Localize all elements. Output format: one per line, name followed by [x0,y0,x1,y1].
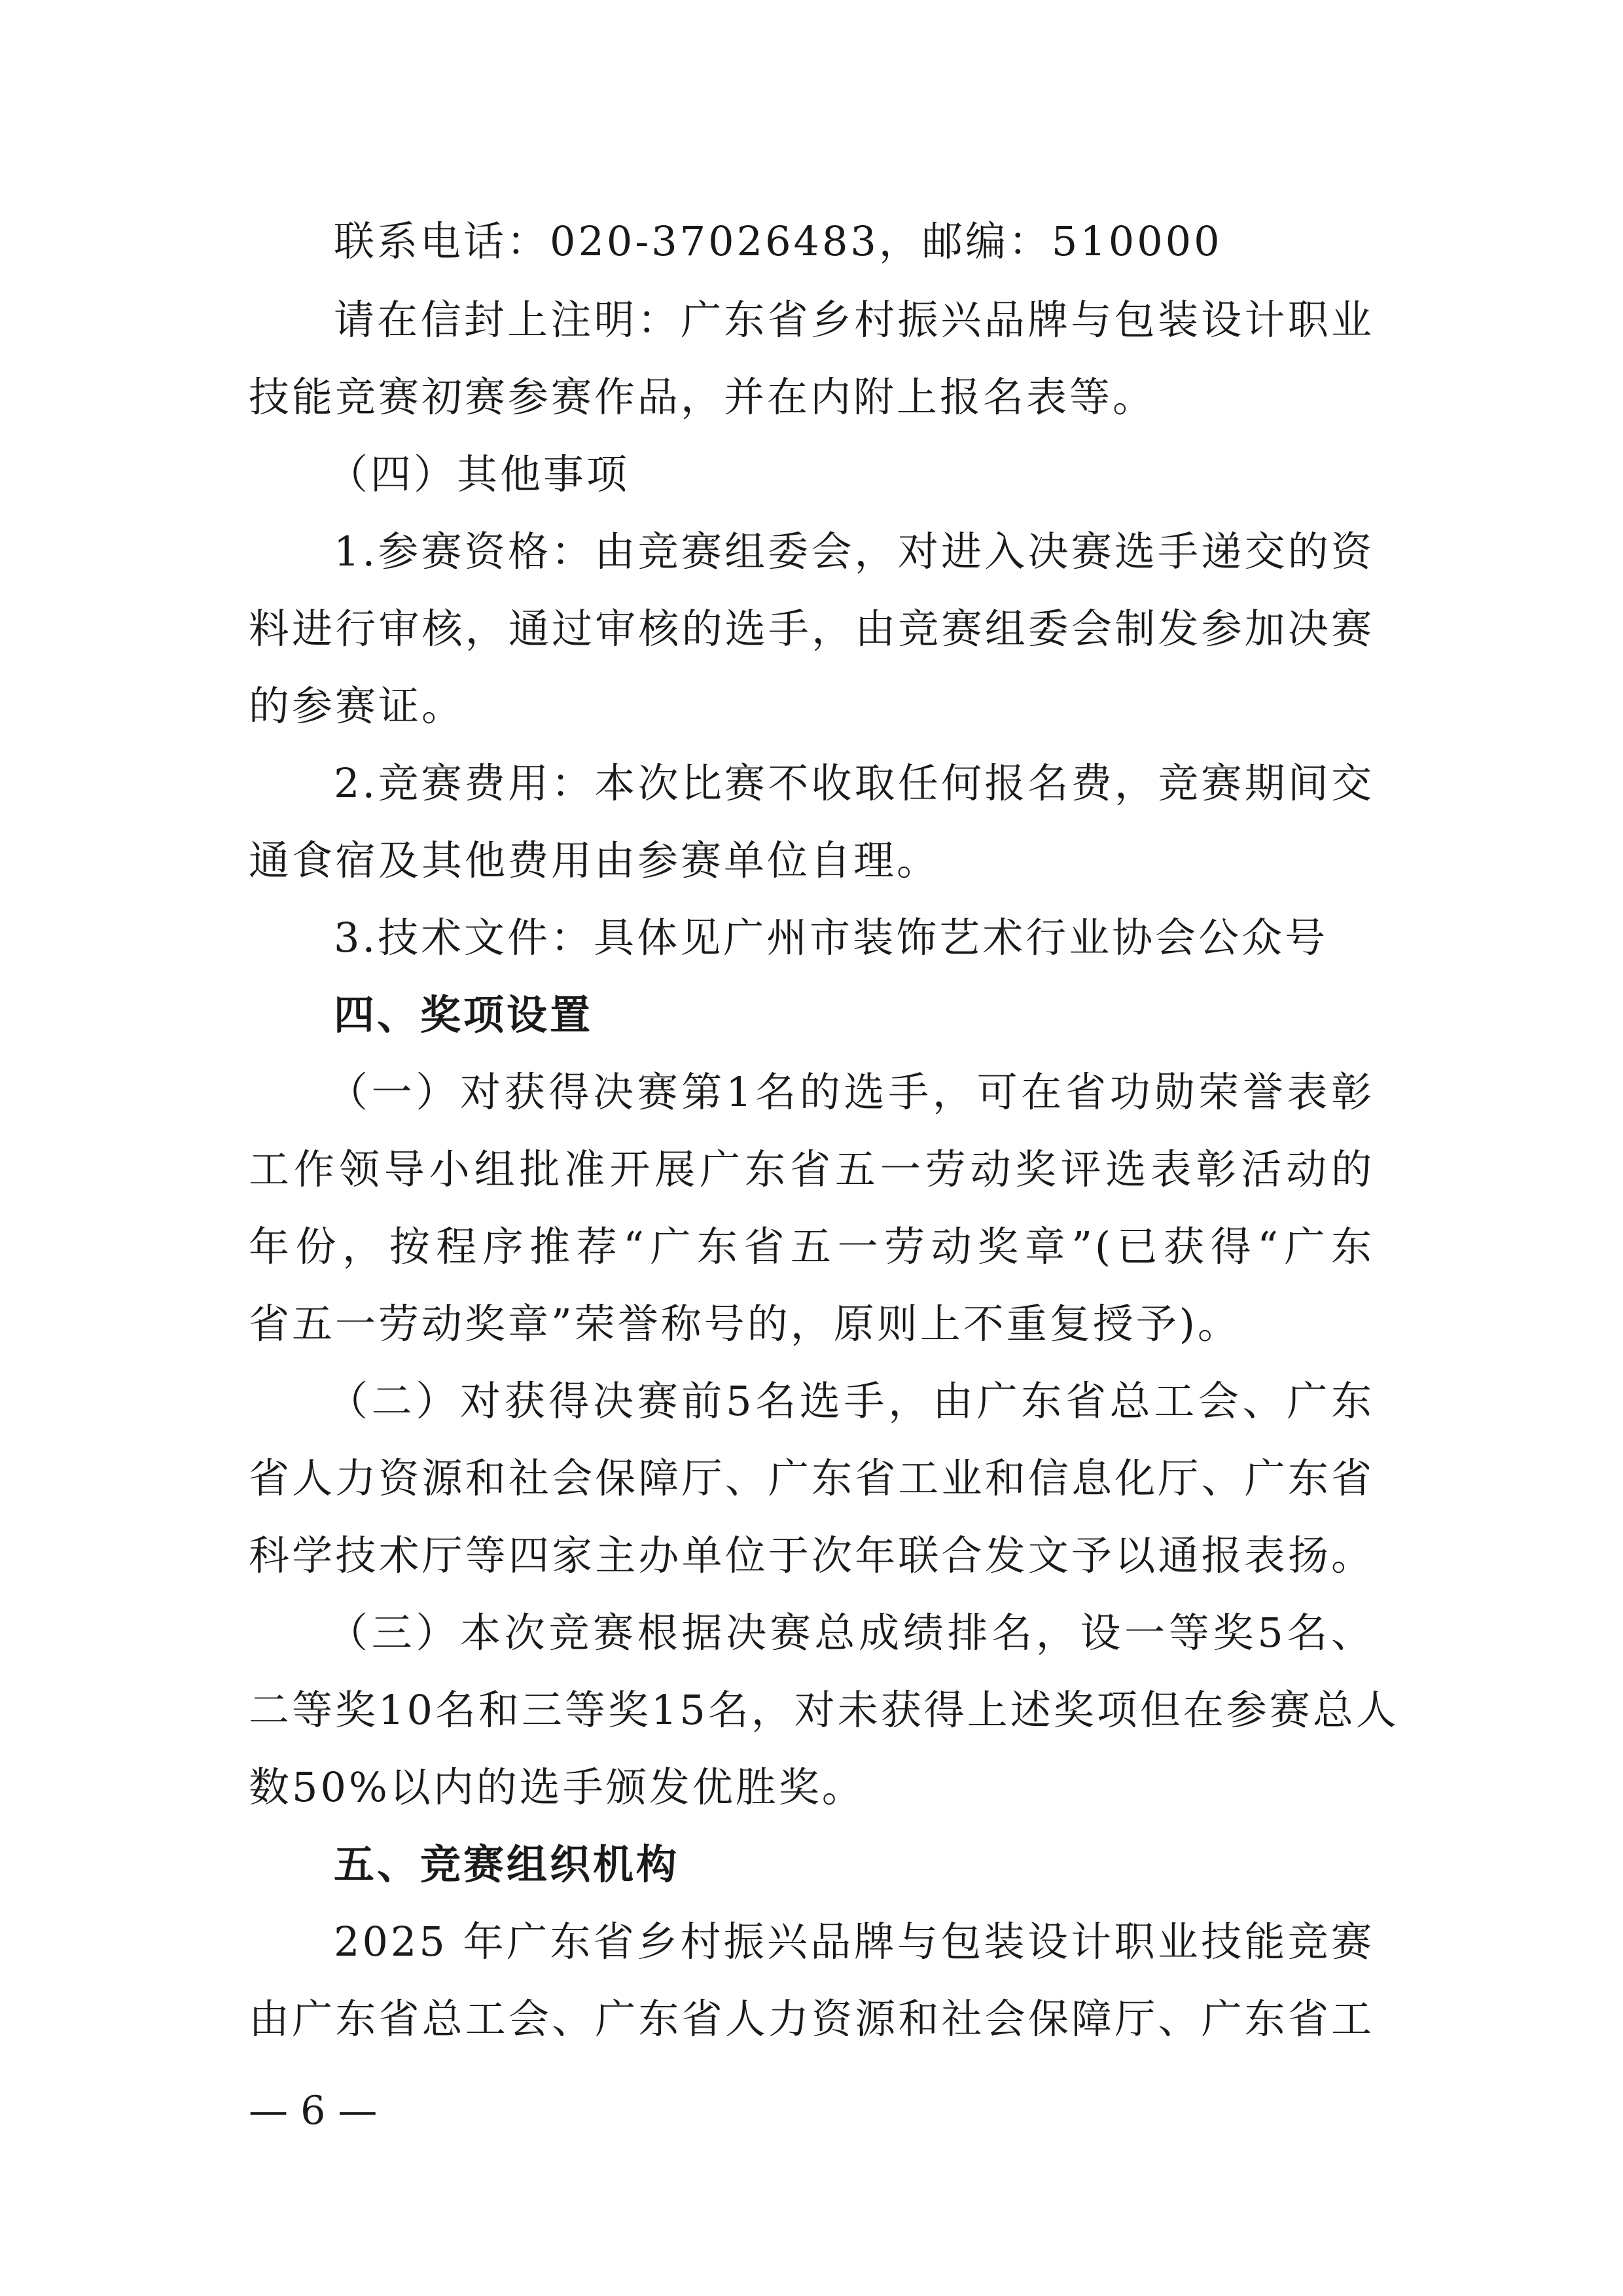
award-2-line-1: （二）对获得决赛前5名选手，由广东省总工会、广东 [327,1377,1374,1425]
envelope-note-line-1: 请在信封上注明：广东省乡村振兴品牌与包装设计职业 [334,296,1374,344]
award-1-line-4: 省五一劳动奖章”荣誉称号的，原则上不重复授予)。 [249,1300,1241,1348]
page-number: — 6 — [249,2088,378,2134]
section-awards-heading: 四、奖项设置 [334,991,594,1039]
section-other-matters-heading: （四）其他事项 [327,450,630,498]
eligibility-line-2: 料进行审核，通过审核的选手，由竞赛组委会制发参加决赛 [249,605,1374,653]
eligibility-line-3: 的参赛证。 [249,682,465,730]
award-1-line-3: 年份，按程序推荐“广东省五一劳动奖章”(已获得“广东 [249,1223,1374,1270]
organization-line-1: 2025 年广东省乡村振兴品牌与包装设计职业技能竞赛 [334,1918,1374,1965]
award-3-line-3: 数50%以内的选手颁发优胜奖。 [249,1763,865,1811]
award-2-line-2: 省人力资源和社会保障厅、广东省工业和信息化厅、广东省 [249,1454,1374,1502]
section-organization-heading: 五、竞赛组织机构 [334,1840,680,1888]
award-1-line-1: （一）对获得决赛第1名的选手，可在省功勋荣誉表彰 [327,1068,1374,1116]
award-3-line-2: 二等奖10名和三等奖15名，对未获得上述奖项但在参赛总人 [249,1686,1399,1734]
technical-files-line: 3.技术文件：具体见广州市装饰艺术行业协会公众号 [334,914,1329,961]
fees-line-1: 2.竞赛费用：本次比赛不收取任何报名费，竞赛期间交 [334,759,1374,807]
envelope-note-line-2: 技能竞赛初赛参赛作品，并在内附上报名表等。 [249,373,1156,421]
award-1-line-2: 工作领导小组批准开展广东省五一劳动奖评选表彰活动的 [249,1145,1374,1193]
award-2-line-3: 科学技术厅等四家主办单位于次年联合发文予以通报表扬。 [249,1532,1374,1579]
organization-line-2: 由广东省总工会、广东省人力资源和社会保障厅、广东省工 [249,1995,1374,2043]
award-3-line-1: （三）本次竞赛根据决赛总成绩排名，设一等奖5名、 [327,1609,1374,1657]
contact-phone-line: 联系电话：020-37026483，邮编：510000 [334,217,1222,265]
fees-line-2: 通食宿及其他费用由参赛单位自理。 [249,836,940,884]
eligibility-line-1: 1.参赛资格：由竞赛组委会，对进入决赛选手递交的资 [334,528,1374,575]
